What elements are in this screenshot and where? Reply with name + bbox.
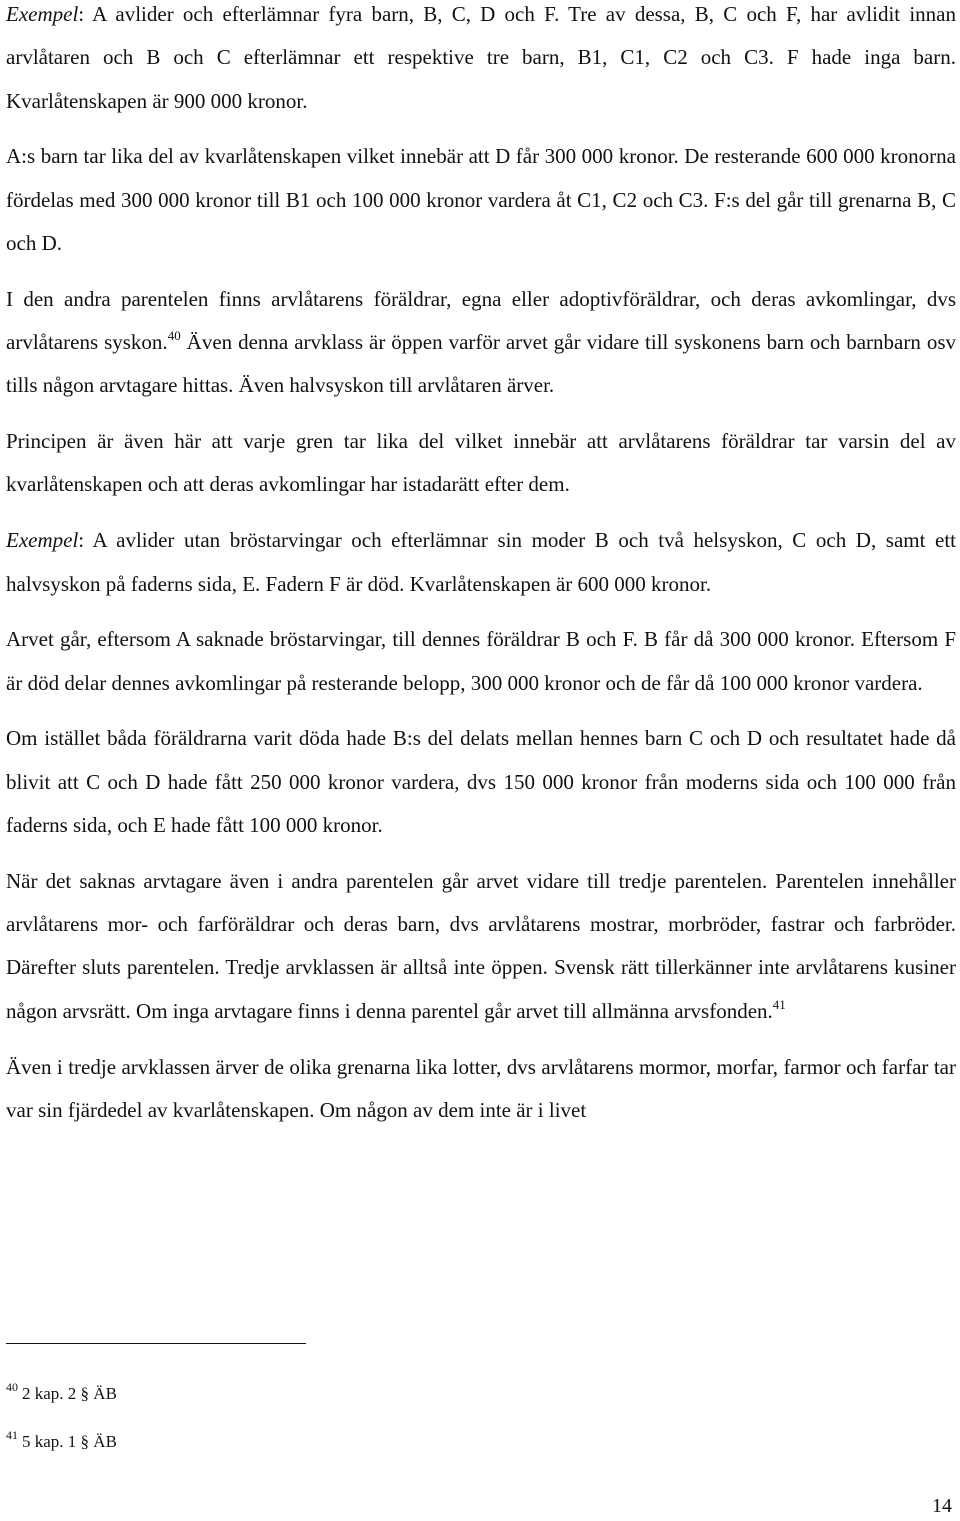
example-label: Exempel bbox=[6, 528, 79, 553]
document-page bbox=[6, 0, 956, 1132]
footnote-text: 2 kap. 2 § ÄB bbox=[22, 1384, 117, 1403]
footnote-number: 41 bbox=[6, 1428, 18, 1442]
paragraph-text: I den andra parentelen finns arvlåtarens föräldrar, egna eller adoptivföräldrar, och deras avkomlingar, dvs arvlåtarens syskon. bbox=[6, 286, 956, 355]
footnote-41 bbox=[6, 1428, 117, 1453]
paragraph-text: : A avlider och efterlämnar fyra barn, B, C, D och F. Tre av dessa, B, C och F, har avlidit innan arvlåtaren och B och C efterlämnar ett respektive tre barn, B1, C1, C2 och C3. F hade inga barn. Kvarlåtenskapen är 900 000 kronor. bbox=[6, 2, 956, 113]
footnote-40 bbox=[6, 1380, 117, 1405]
paragraph-text: : A avlider utan bröstarvingar och efterlämnar sin moder B och två helsyskon, C och D, samt ett halvsyskon på faderns sida, E. Fadern F är död. Kvarlåtenskapen är 600 000 kronor. bbox=[6, 528, 956, 596]
footnote-reference: 41 bbox=[772, 996, 786, 1012]
paragraph-principle: Principen är även här att varje gren tar lika del vilket innebär att arvlåtarens föräldrar tar varsin del av kvarlåtenskapen och att deras avkomlingar har istadarätt efter dem. bbox=[6, 429, 956, 497]
paragraph-example-2 bbox=[6, 519, 956, 606]
paragraph-text: När det saknas arvtagare även i andra parentelen går arvet vidare till tredje parentelen. Parentelen innehåller arvlåtarens mor- och farföräldrar och deras barn, dvs arvlåtarens mostrar, morbröder, fastrar och farbröder. Därefter sluts parentelen. Tredje arvklassen är alltså inte öppen. Svensk rätt tillerkänner inte arvlåtarens kusiner någon arvsrätt. Om inga arvtagare finns i denna parentel går arvet till allmänna arvsfonden. bbox=[6, 868, 956, 1023]
example-label: Exempel bbox=[6, 2, 79, 26]
paragraph-third-parentel bbox=[6, 860, 956, 1033]
paragraph-second-parentel bbox=[6, 278, 956, 408]
footnote-text: 5 kap. 1 § ÄB bbox=[22, 1432, 117, 1451]
page-number: 14 bbox=[932, 1495, 952, 1517]
paragraph-distribution: A:s barn tar lika del av kvarlåtenskapen vilket innebär att D får 300 000 kronor. De resterande 600 000 kronorna fördelas med 300 000 kronor till B1 och 100 000 kronor vardera åt C1, C2 och C3. F:s del går till grenarna B, C och D. bbox=[6, 144, 956, 255]
footnote-reference: 40 bbox=[167, 328, 181, 344]
paragraph-inheritance-result: Arvet går, eftersom A saknade bröstarvingar, till dennes föräldrar B och F. B får då 300 000 kronor. Eftersom F är död delar dennes avkomlingar på resterande belopp, 300 000 kronor och de får då 100 000 kronor vardera. bbox=[6, 627, 956, 695]
paragraph-third-class-shares: Även i tredje arvklassen ärver de olika grenarna lika lotter, dvs arvlåtarens mormor, morfar, farmor och farfar tar var sin fjärdedel av kvarlåtenskapen. Om någon av dem inte är i livet bbox=[6, 1054, 956, 1122]
paragraph-alternative: Om istället båda föräldrarna varit döda hade B:s del delats mellan hennes barn C och D och resultatet hade då blivit att C och D hade fått 250 000 kronor vardera, dvs 150 000 kronor från moderns sida och 100 000 från faderns sida, och E hade fått 100 000 kronor. bbox=[6, 726, 956, 838]
footnote-separator bbox=[6, 1343, 306, 1344]
paragraph-example-1 bbox=[6, 0, 956, 123]
footnote-number: 40 bbox=[6, 1380, 18, 1394]
paragraph-text: Även denna arvklass är öppen varför arvet går vidare till syskonens barn och barnbarn osv tills någon arvtagare hittas. Även halvsyskon till arvlåtaren ärver. bbox=[6, 330, 956, 398]
